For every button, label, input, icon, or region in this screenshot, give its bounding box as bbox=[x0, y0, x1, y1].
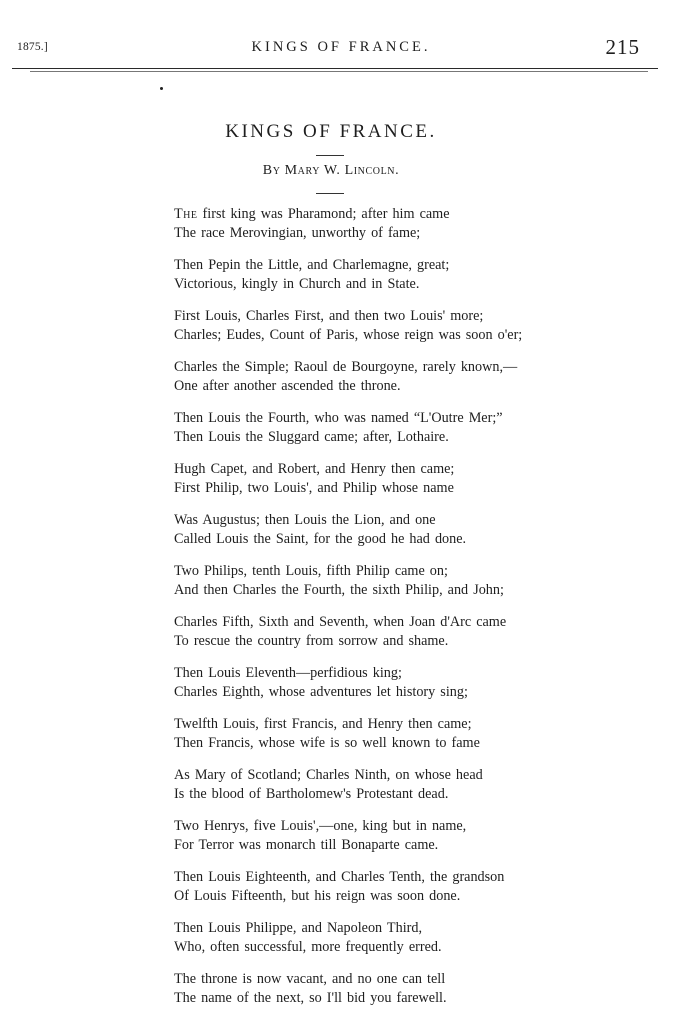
opening-line-text: first king was Pharamond; after him came bbox=[197, 206, 450, 222]
stanza bbox=[174, 613, 554, 651]
poem-line: Then Pepin the Little, and Charlemagne, great; bbox=[174, 257, 450, 273]
poem-line: Then Louis the Sluggard came; after, Lothaire. bbox=[174, 429, 449, 445]
poem-line: Two Philips, tenth Louis, fifth Philip came on; bbox=[174, 563, 448, 579]
title-rule bbox=[316, 155, 344, 156]
page-number: 215 bbox=[605, 35, 640, 59]
stanza bbox=[174, 562, 554, 600]
poem-line: Then Louis Eighteenth, and Charles Tenth, the grandson bbox=[174, 869, 505, 885]
stanza bbox=[174, 307, 554, 345]
poem-line: Called Louis the Saint, for the good he had done. bbox=[174, 531, 467, 547]
stanza bbox=[174, 511, 554, 549]
poem-line: Charles Fifth, Sixth and Seventh, when Joan d'Arc came bbox=[174, 614, 507, 630]
stanza bbox=[174, 970, 554, 1008]
stanza bbox=[174, 766, 554, 804]
opening-word: The bbox=[174, 206, 198, 222]
stanza bbox=[174, 409, 554, 447]
running-head-title: KINGS OF FRANCE. bbox=[251, 39, 431, 55]
header-rule-thin bbox=[30, 71, 648, 72]
poem-line: Two Henrys, five Louis',—one, king but in name, bbox=[174, 818, 467, 834]
stanza bbox=[174, 205, 554, 243]
header-rule bbox=[12, 68, 658, 69]
poem-line: First Louis, Charles First, and then two Louis' more; bbox=[174, 308, 484, 324]
ink-speck bbox=[160, 87, 163, 90]
stanza bbox=[174, 868, 554, 906]
poem-line: The name of the next, so I'll bid you farewell. bbox=[174, 990, 447, 1006]
poem-line: Then Louis Philippe, and Napoleon Third, bbox=[174, 920, 422, 936]
poem-line: And then Charles the Fourth, the sixth Philip, and John; bbox=[174, 582, 504, 598]
poem-body bbox=[174, 205, 554, 1021]
poem-line: Then Louis the Fourth, who was named “L'Outre Mer;” bbox=[174, 410, 503, 426]
poem-line: One after another ascended the throne. bbox=[174, 378, 401, 394]
poem-line: Then Francis, whose wife is so well known to fame bbox=[174, 735, 480, 751]
stanza bbox=[174, 715, 554, 753]
poem-line: Charles the Simple; Raoul de Bourgoyne, rarely known,— bbox=[174, 359, 518, 375]
stanza bbox=[174, 256, 554, 294]
poem-line: Is the blood of Bartholomew's Protestant dead. bbox=[174, 786, 449, 802]
poem-line: Then Louis Eleventh—perfidious king; bbox=[174, 665, 402, 681]
poem-line: Charles; Eudes, Count of Paris, whose reign was soon o'er; bbox=[174, 327, 523, 343]
running-head-year: 1875.] bbox=[17, 41, 48, 53]
poem-line: Of Louis Fifteenth, but his reign was soon done. bbox=[174, 888, 461, 904]
poem-line: Who, often successful, more frequently erred. bbox=[174, 939, 442, 955]
poem-line bbox=[174, 205, 554, 224]
poem-line: As Mary of Scotland; Charles Ninth, on whose head bbox=[174, 767, 483, 783]
poem-line: Twelfth Louis, first Francis, and Henry then came; bbox=[174, 716, 472, 732]
stanza bbox=[174, 664, 554, 702]
stanza bbox=[174, 358, 554, 396]
stanza bbox=[174, 460, 554, 498]
poem-line: Hugh Capet, and Robert, and Henry then came; bbox=[174, 461, 455, 477]
stanza bbox=[174, 817, 554, 855]
poem-line: Charles Eighth, whose adventures let history sing; bbox=[174, 684, 468, 700]
poem-byline: By Mary W. Lincoln. bbox=[262, 163, 400, 178]
poem-line: Was Augustus; then Louis the Lion, and one bbox=[174, 512, 436, 528]
poem-line: Victorious, kingly in Church and in State. bbox=[174, 276, 420, 292]
byline-rule bbox=[316, 193, 344, 194]
poem-line: The throne is now vacant, and no one can tell bbox=[174, 971, 446, 987]
poem-line: To rescue the country from sorrow and shame. bbox=[174, 633, 449, 649]
poem-line: For Terror was monarch till Bonaparte came. bbox=[174, 837, 439, 853]
stanza bbox=[174, 919, 554, 957]
poem-title: KINGS OF FRANCE. bbox=[225, 121, 437, 142]
running-head bbox=[0, 0, 682, 72]
poem-line: The race Merovingian, unworthy of fame; bbox=[174, 225, 421, 241]
poem-line: First Philip, two Louis', and Philip whose name bbox=[174, 480, 454, 496]
